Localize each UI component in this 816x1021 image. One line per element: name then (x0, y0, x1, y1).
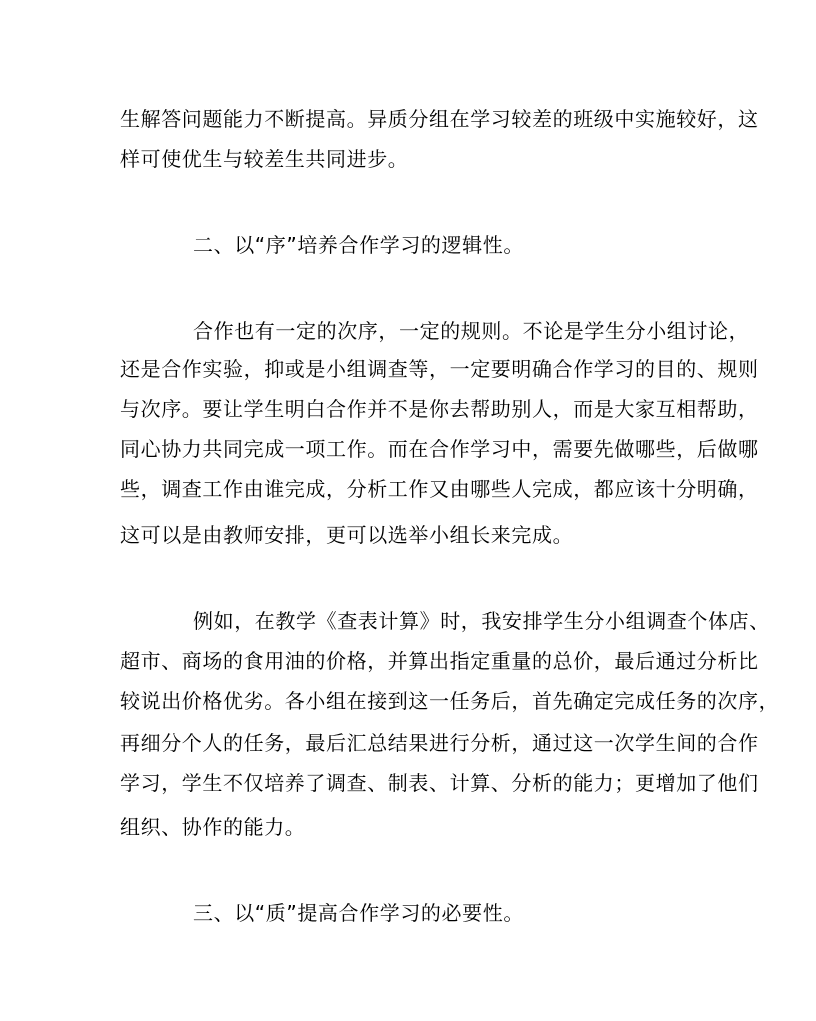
paragraph-3-line-5: 学习，学生不仅培养了调查、制表、计算、分析的能力；更增加了他们 (120, 771, 759, 795)
paragraph-1-line-2: 样可使优生与较差生共同进步。 (120, 147, 409, 171)
paragraph-2-line-4: 同心协力共同完成一项工作。而在合作学习中，需要先做哪些，后做哪 (120, 437, 759, 461)
paragraph-3-line-1: 例如，在教学《查表计算》时，我安排学生分小组调查个体店、 (193, 609, 770, 633)
section-heading-3: 三、以“质”提高合作学习的必要性。 (193, 901, 524, 925)
paragraph-2-line-2: 还是合作实验，抑或是小组调查等，一定要明确合作学习的目的、规则 (120, 357, 759, 381)
paragraph-3-line-3: 较说出价格优劣。各小组在接到这一任务后，首先确定完成任务的次序， (120, 689, 780, 713)
paragraph-3-line-4: 再细分个人的任务，最后汇总结果进行分析，通过这一次学生间的合作 (120, 731, 759, 755)
paragraph-2-line-3: 与次序。要让学生明白合作并不是你去帮助别人，而是大家互相帮助， (120, 397, 759, 421)
paragraph-3-line-2: 超市、商场的食用油的价格，并算出指定重量的总价，最后通过分析比 (120, 649, 759, 673)
paragraph-2-line-5: 些，调查工作由谁完成，分析工作又由哪些人完成，都应该十分明确， (120, 477, 759, 501)
section-heading-2: 二、以“序”培养合作学习的逻辑性。 (193, 233, 524, 257)
paragraph-1-line-1: 生解答问题能力不断提高。异质分组在学习较差的班级中实施较好，这 (120, 107, 759, 131)
paragraph-2-line-1: 合作也有一定的次序，一定的规则。不论是学生分小组讨论， (193, 319, 750, 343)
paragraph-3-line-6: 组织、协作的能力。 (120, 815, 306, 839)
paragraph-2-line-6: 这可以是由教师安排，更可以选举小组长来完成。 (120, 523, 574, 547)
